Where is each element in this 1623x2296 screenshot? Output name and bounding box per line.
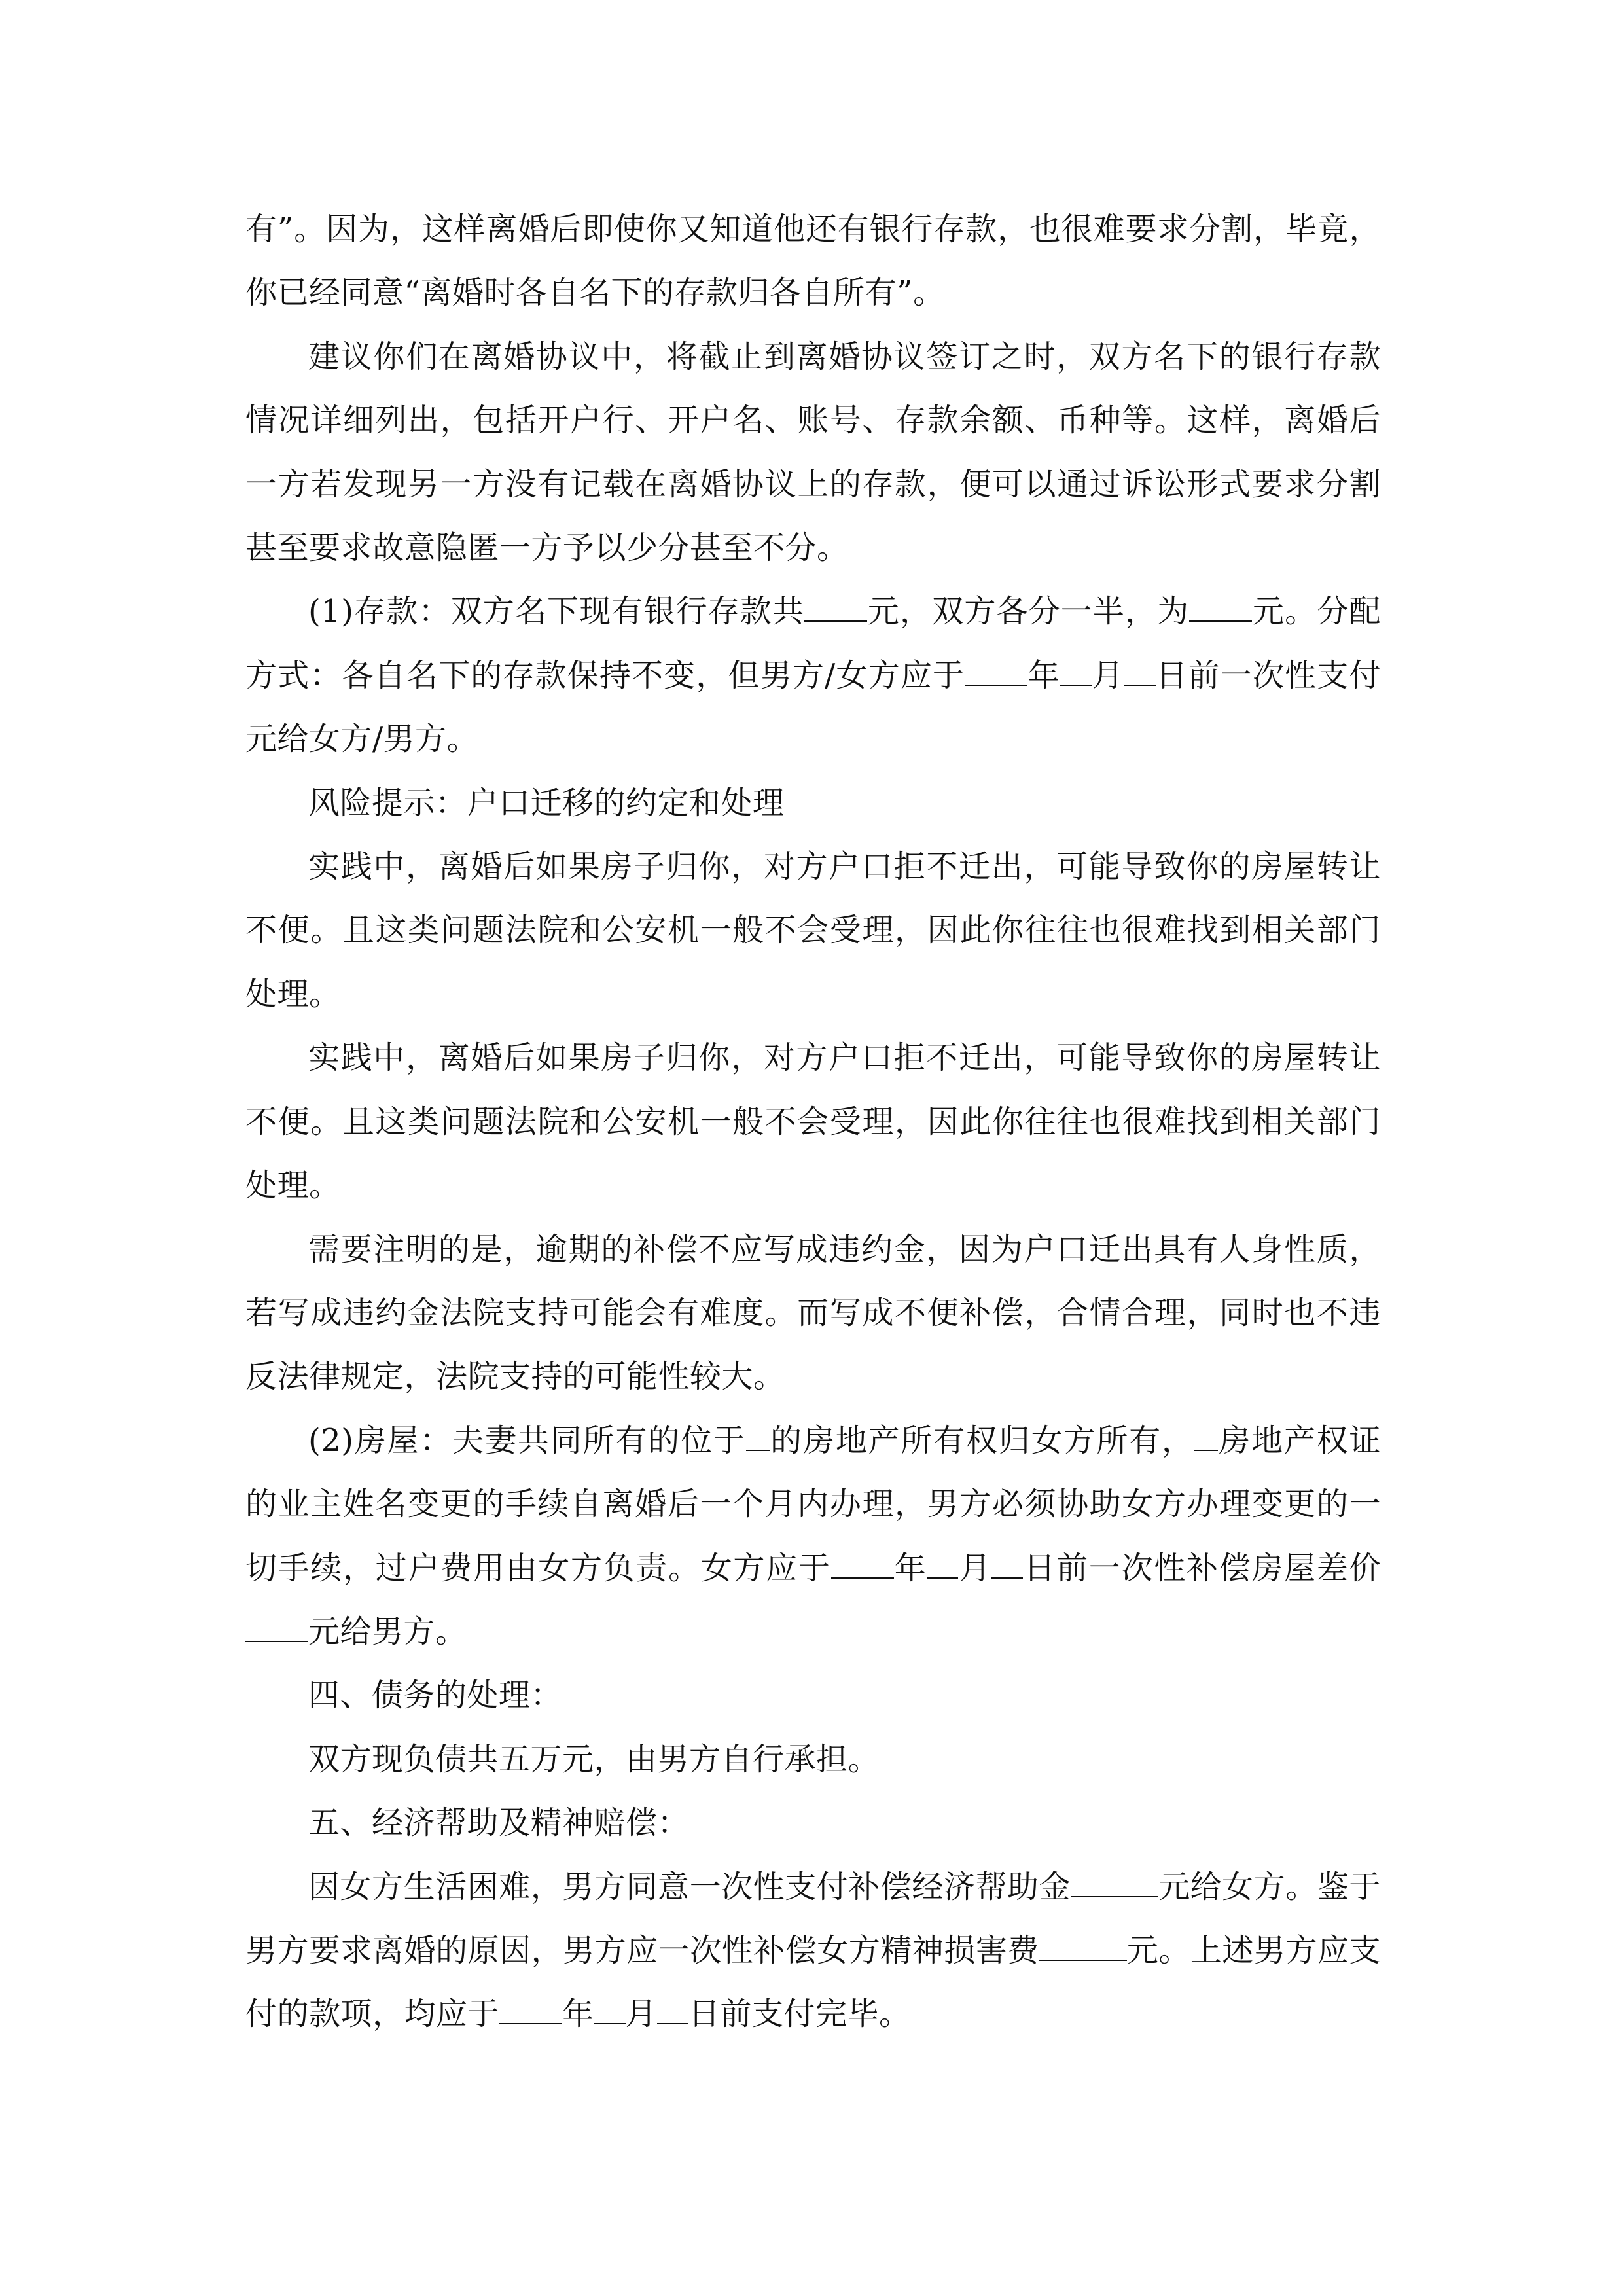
clause-text: 日前一次性补偿房屋差价 [1023, 1549, 1381, 1587]
clause-text: 年 [893, 1549, 927, 1587]
clause-text: 日前支付完毕。 [688, 1996, 911, 2033]
blank-year [965, 658, 1027, 686]
heading-economic-help: 五、经济帮助及精神赔偿： [308, 1804, 690, 1842]
paragraph-economic-help-clause [245, 1856, 1381, 2047]
paragraph-household-practice-2: 实践中，离婚后如果房子归你，对方户口拒不迁出，可能导致你的房屋转让不便。且这类问题法院和公安机一般不会受理，因此你往往也很难找到相关部门处理。 [245, 1039, 1381, 1204]
document-page [245, 198, 1381, 2047]
paragraph-debt: 双方现负债共五万元，由男方自行承担。 [308, 1740, 880, 1778]
clause-text: 元。分配方式：各自名下的存款保持不变，但男方/女方应于 [245, 593, 1381, 694]
clause-text: 元。上述男方应支付的款项，均应于 [245, 1931, 1381, 2033]
paragraph-deposit-agreement-end: 有”。因为，这样离婚后即使你又知道他还有银行存款，也很难要求分割，毕竟，你已经同意“离婚时各自名下的存款归各自所有”。 [245, 211, 1381, 312]
paragraph-house-clause [245, 1409, 1381, 1664]
blank-mental-damage-amount [1039, 1933, 1127, 1961]
clause-text: 年 [1027, 656, 1060, 694]
clause-text: 元给女方。鉴于男方要求离婚的原因，男方应一次性补偿女方精神损害费 [245, 1868, 1381, 1969]
blank-price-difference [245, 1615, 308, 1642]
clause-text: 年 [562, 1996, 594, 2033]
clause-text: 月 [625, 1996, 658, 2033]
blank-property [1194, 1424, 1218, 1451]
blank-economic-help-amount [1071, 1870, 1158, 1897]
clause-text: 月 [1091, 656, 1124, 694]
clause-text: 因女方生活困难，男方同意一次性支付补偿经济帮助金 [308, 1868, 1071, 1905]
clause-text: 房地产权证的业主姓名变更的手续自离婚后一个月内办理，男方必须协助女方办理变更的一切手续，过户费用由女方负责。女方应于 [245, 1422, 1381, 1587]
clause-text: 元给男方。 [308, 1613, 467, 1650]
blank-month [594, 1997, 626, 2024]
clause-text: (1)存款：双方名下现有银行存款共 [308, 593, 805, 630]
blank-day [991, 1551, 1023, 1579]
blank-month [1060, 658, 1092, 686]
paragraph-deposit-advice: 建议你们在离婚协议中，将截止到离婚协议签订之时，双方名下的银行存款情况详细列出，包括开户行、开户名、账号、存款余额、币种等。这样，离婚后一方若发现另一方没有记载在离婚协议上的存款，便可以通过诉讼形式要求分割甚至要求故意隐匿一方予以少分甚至不分。 [245, 338, 1381, 567]
clause-text: (2)房屋：夫妻共同所有的位于 [308, 1422, 746, 1459]
blank-year [499, 1997, 562, 2024]
blank-half-deposit [1189, 594, 1252, 622]
blank-day [1124, 658, 1156, 686]
clause-text: 的房地产所有权归女方所有， [769, 1422, 1194, 1459]
blank-total-deposit [804, 594, 867, 622]
paragraph-household-practice-1: 实践中，离婚后如果房子归你，对方户口拒不迁出，可能导致你的房屋转让不便。且这类问题法院和公安机一般不会受理，因此你往往也很难找到相关部门处理。 [245, 848, 1381, 1013]
blank-day [657, 1997, 688, 2024]
clause-text: 日前一次性支付元给女方/男方。 [245, 656, 1381, 758]
blank-location [746, 1424, 770, 1451]
clause-text: 月 [958, 1549, 992, 1587]
heading-debt-handling: 四、债务的处理： [308, 1677, 563, 1714]
blank-month [927, 1551, 958, 1579]
paragraph-compensation-note: 需要注明的是，逾期的补偿不应写成违约金，因为户口迁出具有人身性质，若写成违约金法院支持可能会有难度。而写成不便补偿，合情合理，同时也不违反法律规定，法院支持的可能性较大。 [245, 1230, 1381, 1395]
clause-text: 元，双方各分一半，为 [867, 593, 1190, 630]
heading-risk-tip: 风险提示：户口迁移的约定和处理 [308, 784, 785, 821]
paragraph-deposit-clause [245, 580, 1381, 771]
blank-year [831, 1551, 894, 1579]
